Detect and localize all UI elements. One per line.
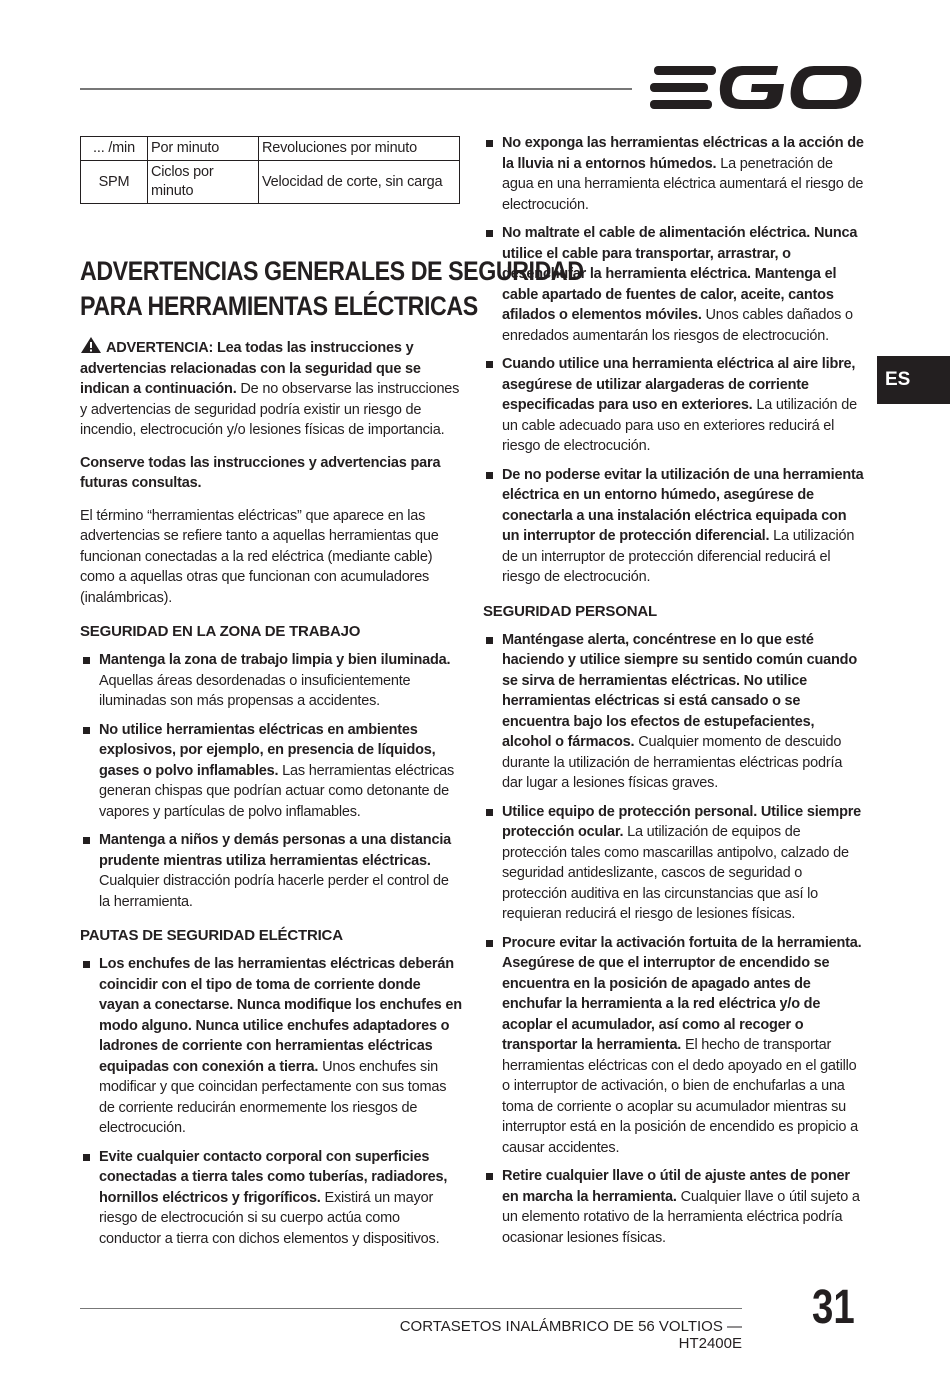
section-title bbox=[80, 254, 584, 324]
list-item: Mantenga la zona de trabajo limpia y bien iluminada. Aquellas áreas desordenadas o insuficientemente iluminadas son más propensas a accidentes. bbox=[80, 650, 462, 712]
electrical-list bbox=[80, 954, 462, 1249]
table-cell: Por minuto bbox=[148, 137, 259, 161]
footer-rule bbox=[80, 1308, 742, 1309]
list-item: Retire cualquier llave o útil de ajuste antes de poner en marcha la herramienta. Cualquier llave o útil sujeto a un elemento rotativo de la herramienta eléctrica podría ocasionar lesiones físicas. bbox=[483, 1166, 865, 1248]
warning-bold: ADVERTENCIA: Lea todas las instrucciones y advertencias relacionadas con la seguridad que se indican a continuación. bbox=[80, 340, 421, 397]
bullet-icon bbox=[83, 657, 90, 664]
bullet-icon bbox=[83, 837, 90, 844]
list-item: No exponga las herramientas eléctricas a la acción de la lluvia ni a entornos húmedos. La penetración de agua en una herramienta eléctrica aumentará el riesgo de electrocución. bbox=[483, 133, 865, 215]
section-title-line-2: PARA HERRAMIENTAS ELÉCTRICAS bbox=[80, 291, 478, 321]
list-item: Los enchufes de las herramientas eléctricas deberán coincidir con el tipo de toma de corriente donde vayan a conectarse. Nunca modifique los enchufes en modo alguno. Nunca utilice enchufes adaptadores o ladrones de corriente con herramientas eléctricas equipadas con conexión a tierra. Unos enchufes sin modificar y que coincidan perfectamente con sus tomas de corriente reducirán enormemente los riesgos de electrocución. bbox=[80, 954, 462, 1139]
table-cell: Revoluciones por minuto bbox=[259, 137, 460, 161]
bullet-icon bbox=[83, 961, 90, 968]
electrical-list-continued bbox=[483, 133, 865, 588]
electrical-heading: PAUTAS DE SEGURIDAD ELÉCTRICA bbox=[80, 927, 343, 944]
footer-text: CORTASETOS INALÁMBRICO DE 56 VOLTIOS — HT2400E bbox=[399, 1318, 742, 1352]
warning-text: De no observarse las instrucciones y advertencias de seguridad podría existir un riesgo de incendio, electrocución y/o lesiones físicas de importancia. bbox=[80, 381, 460, 438]
bullet-icon bbox=[486, 472, 493, 479]
table-row bbox=[81, 161, 460, 204]
bullet-icon bbox=[486, 230, 493, 237]
list-item: No maltrate el cable de alimentación eléctrica. Nunca utilice el cable para transportar, arrastrar, o desenchufar la herramienta eléctrica. Mantenga el cable apartado de fuentes de calor, aceite, cantos afilados o elementos móviles. Unos cables dañados o enredados aumentarán los riesgos de electrocución. bbox=[483, 223, 865, 346]
bullet-icon bbox=[486, 809, 493, 816]
section-title-line-1: ADVERTENCIAS GENERALES DE SEGURIDAD bbox=[80, 256, 584, 286]
page-number: 31 bbox=[812, 1281, 855, 1334]
personal-list bbox=[483, 630, 865, 1249]
bullet-icon bbox=[83, 727, 90, 734]
list-item: Procure evitar la activación fortuita de la herramienta. Asegúrese de que el interruptor de encendido se encuentra en la posición de apagado antes de enchufar la herramienta a la red eléctrica y/o de acoplar el acumulador, así como al recoger o transportar la herramienta. El hecho de transportar herramientas eléctricas con el dedo apoyado en el gatillo o interruptor de activación, o bien de enchufarlas a una toma de corriente o acoplar su acumulador mientras su interruptor está en la posición de encendido es propicio a causar accidentes. bbox=[483, 933, 865, 1159]
table-cell: Velocidad de corte, sin carga bbox=[259, 161, 460, 204]
table-cell: ... /min bbox=[81, 137, 148, 161]
list-item: Utilice equipo de protección personal. Utilice siempre protección ocular. La utilización de equipos de protección tales como mascarillas antipolvo, calzado de seguridad antideslizante, cascos de seguridad o protección auditiva en las circunstancias que así lo requieran reducirá el riesgo de lesiones físicas. bbox=[483, 802, 865, 925]
table-row bbox=[81, 137, 460, 161]
right-column bbox=[483, 133, 865, 1256]
list-item: Evite cualquier contacto corporal con superficies conectadas a tierra tales como tuberías, radiadores, hornillos eléctricos y frigoríficos. Existirá un mayor riesgo de electrocución si su cuerpo actúa como conductor a tierra con dichos elementos y dispositivos. bbox=[80, 1147, 462, 1250]
work-area-list bbox=[80, 650, 462, 912]
warning-triangle-icon bbox=[80, 336, 102, 354]
personal-heading: SEGURIDAD PERSONAL bbox=[483, 602, 657, 620]
list-item: De no poderse evitar la utilización de una herramienta eléctrica en un entorno húmedo, asegúrese de conectarla a una instalación eléctrica equipada con un interruptor de protección diferencial. La utilización de un interruptor de protección diferencial reducirá el riesgo de electrocución. bbox=[483, 465, 865, 588]
table-cell: Ciclos por minuto bbox=[148, 161, 259, 204]
list-item: Cuando utilice una herramienta eléctrica al aire libre, asegúrese de utilizar alargaderas de corriente especificadas para uso en exteriores. La utilización de un cable adecuado para uso en exteriores reducirá el riesgo de electrocución. bbox=[483, 354, 865, 457]
units-table bbox=[80, 136, 460, 204]
work-area-heading: SEGURIDAD EN LA ZONA DE TRABAJO bbox=[80, 623, 361, 640]
header-rule bbox=[80, 88, 632, 90]
bullet-icon bbox=[486, 940, 493, 947]
list-item: Mantenga a niños y demás personas a una distancia prudente mientras utiliza herramientas eléctricas. Cualquier distracción podría hacerle perder el control de la herramienta. bbox=[80, 830, 462, 912]
bullet-icon bbox=[486, 140, 493, 147]
bullet-icon bbox=[486, 361, 493, 368]
table-cell: SPM bbox=[81, 161, 148, 204]
ego-logo bbox=[650, 64, 862, 112]
bullet-icon bbox=[83, 1154, 90, 1161]
language-tab: ES bbox=[877, 356, 950, 404]
bullet-icon bbox=[486, 637, 493, 644]
term-paragraph: El término “herramientas eléctricas” que aparece en las advertencias se refiere tanto a aquellas herramientas que funcionan conectadas a la red eléctrica (mediante cable) como a aquellas otras que funcionan con acumuladores (inalámbricas). bbox=[80, 507, 439, 606]
list-item: No utilice herramientas eléctricas en ambientes explosivos, por ejemplo, en presencia de líquidos, gases o polvo inflamables. Las herramientas eléctricas generan chispas que podrían actuar como detonante de vapores y partículas de polvo inflamables. bbox=[80, 720, 462, 823]
bullet-icon bbox=[486, 1173, 493, 1180]
warning-paragraph bbox=[80, 336, 462, 441]
list-item: Manténgase alerta, concéntrese en lo que esté haciendo y utilice siempre su sentido común cuando se sirva de herramientas eléctricas. No utilice herramientas eléctricas si está cansado o se encuentra bajo los efectos de estupefacientes, alcohol o fármacos. Cualquier momento de descuido durante la utilización de herramientas eléctricas podría dar lugar a lesiones físicas graves. bbox=[483, 630, 865, 794]
keep-instructions: Conserve todas las instrucciones y advertencias para futuras consultas. bbox=[80, 454, 441, 491]
